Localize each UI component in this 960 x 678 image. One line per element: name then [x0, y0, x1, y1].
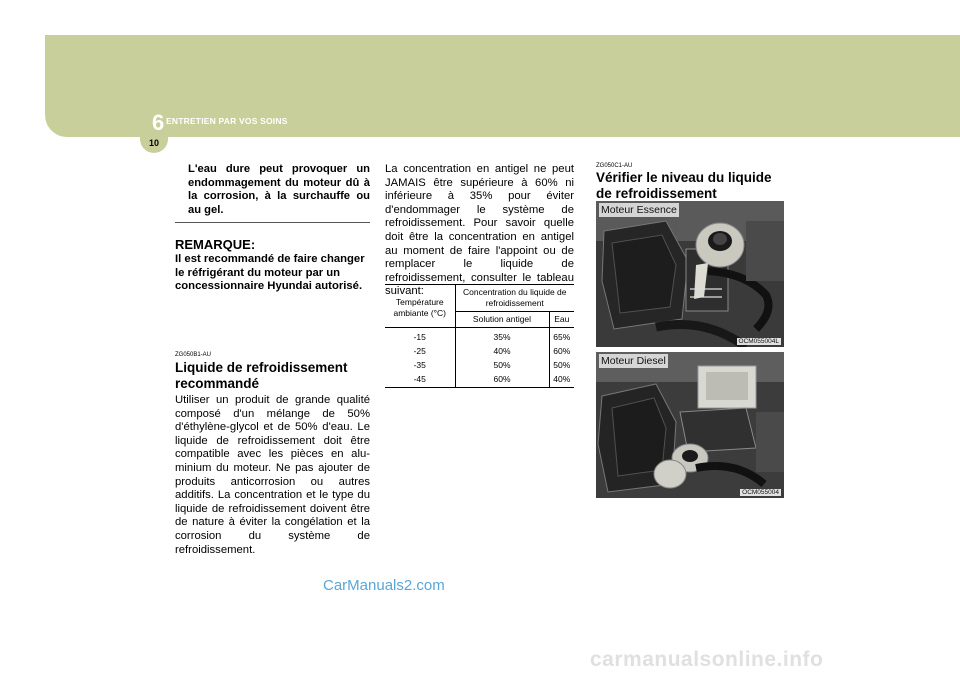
table-header-water: Eau	[549, 312, 574, 328]
table-cell-water: 60%	[549, 343, 574, 357]
table-cell-water: 65%	[549, 328, 574, 344]
section-title: Liquide de refroidissement recommandé	[175, 360, 348, 391]
table-cell-solution: 50%	[455, 357, 549, 371]
table-row	[385, 328, 574, 344]
table-cell-temp: -15	[413, 332, 426, 342]
table-cell-solution: 40%	[455, 343, 549, 357]
remark-title: REMARQUE:	[175, 237, 256, 252]
watermark-link[interactable]: CarManuals2.com	[323, 577, 445, 594]
table-cell-temp: -45	[413, 374, 426, 384]
section-code: ZG050B1-AU	[175, 352, 212, 358]
table-cell-solution: 35%	[455, 328, 549, 344]
page-number: 10	[140, 137, 168, 153]
section-body: Utiliser un produit de grande qualité composé d'un mélange de 50% d'éthylène-glycol et de 50% d'eau. Le liquide de refroidissement doit être compatible avec les pièces en alu-minium du moteur. Ne pas ajouter de produits anticorrosion ou autres additifs. La concentration et le type du liquide de refroidissement doivent être de nature à éviter la congélation et la corrosion du système de refroidissement.	[175, 394, 370, 556]
photo-code: OCM055004L	[738, 338, 779, 345]
table-header-solution: Solution antigel	[455, 312, 549, 328]
chapter-number: 6	[152, 110, 165, 135]
table-row	[385, 343, 574, 357]
table-cell-water: 40%	[549, 371, 574, 387]
table-cell-water: 50%	[549, 357, 574, 371]
table-cell-solution: 60%	[455, 371, 549, 387]
table-row	[385, 371, 574, 387]
engine-photo-diesel	[596, 352, 784, 498]
engine-bay-illustration	[596, 352, 784, 498]
section-code: ZG050C1-AU	[596, 163, 633, 169]
table-cell-temp: -25	[413, 346, 426, 356]
engine-bay-illustration	[596, 201, 784, 347]
section-title: Vérifier le niveau du liquide de refroidissement	[596, 170, 772, 201]
warning-text: L'eau dure peut provoquer un endommagement du moteur dû à la corrosion, à la surchauffe ou au gel.	[188, 163, 370, 216]
photo-label: Moteur Diesel	[601, 355, 666, 367]
watermark-text: carmanualsonline.info	[590, 648, 824, 671]
engine-photo-petrol	[596, 201, 784, 347]
table-header-concentration: Concentration du liquide de refroidissement	[455, 285, 574, 312]
table-row	[385, 357, 574, 371]
table-header-temperature: Température ambiante (°C)	[393, 297, 447, 318]
table-cell-temp: -35	[413, 360, 426, 370]
photo-label: Moteur Essence	[601, 204, 677, 216]
chapter-title: ENTRETIEN PAR VOS SOINS	[166, 116, 288, 126]
photo-code: OCM055004	[742, 489, 779, 496]
concentration-text: La concentration en antigel ne peut JAMAIS être supérieure à 60% ni inférieure à 35% pour éviter d'endommager le système de refroidissement. Pour savoir quelle doit être la concentration en antigel au moment de faire l'appoint ou de remplacer le liquide de refroidissement, consulter le tableau suivant:	[385, 163, 574, 298]
concentration-table	[385, 284, 574, 388]
remark-text: Il est recommandé de faire changer le réfrigérant du moteur par un concessionnaire Hyundai autorisé.	[175, 253, 365, 292]
warning-box	[175, 163, 370, 223]
